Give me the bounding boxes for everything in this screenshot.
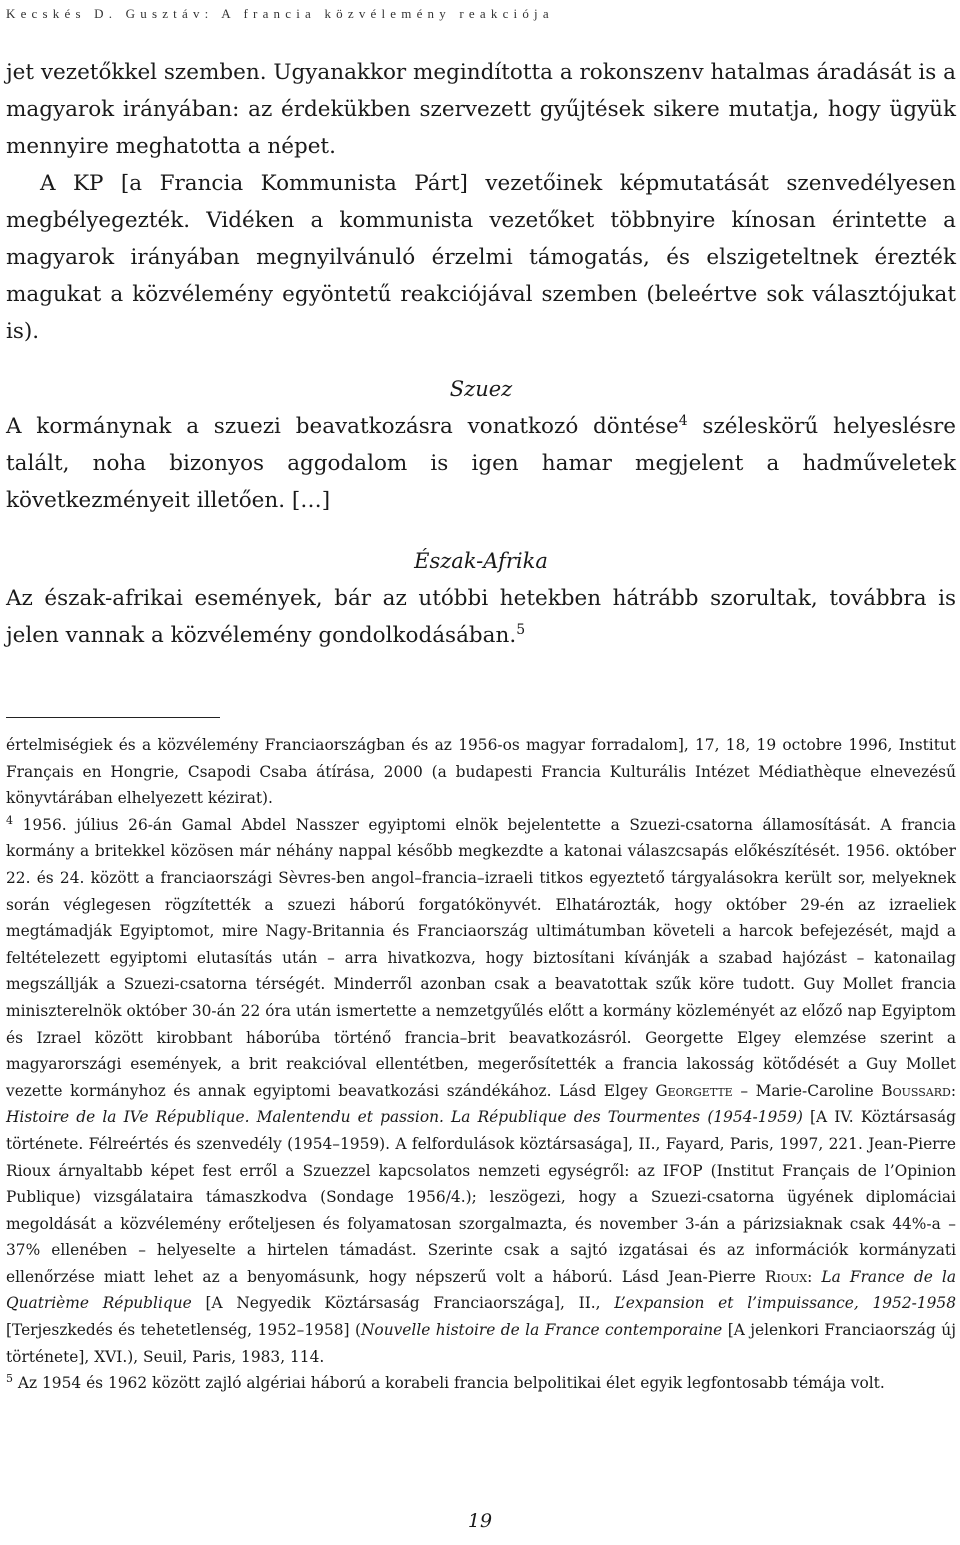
footnote-continuation: értelmiségiek és a közvélemény Franciaországban és az 1956-os magyar forradalom], 17, 18, 19 octobre 1996, Institut Français en Hongrie, Csapodi Csaba átírása, 2000 (a budapesti Francia Kulturális Intézet Médiathèque elnevezésű könyvtárában elhelyezett kézirat).	[6, 736, 956, 808]
main-text	[6, 54, 956, 654]
author-name-georgette: Georgette	[655, 1081, 733, 1100]
book-title-2: La France de la Quatrième République	[6, 1267, 957, 1313]
footnote-4-text-5: :	[807, 1267, 822, 1286]
section-heading-eszak-afrika: Észak-Afrika	[414, 549, 548, 573]
series-title: Nouvelle histoire de la France contemporaine	[360, 1321, 723, 1340]
footnote-4-text-3: :	[950, 1081, 956, 1100]
footnote-4-text-1: 1956. július 26-án Gamal Abdel Nasszer egyiptomi elnök bejelentette a Szuezi-csatorna államosítását. A francia kormány a britekkel közösen már néhány nappal később megkezdte a katonai válaszcsapás előkészítését. 1956. október 22. és 24. között a franciaországi Sèvres-ben angol–francia–izraeli titkos egyeztető tárgyalásokra került sor, melyeknek során véglegesen rögzítették a szuezi háború forgatókönyvét. Elhatározták, hogy október 29-én az izraeliek megtámadják Egyiptomot, mire Nagy-Britannia és Franciaország ultimátumban követeli a harcok befejezését, majd a feltételezett egyiptomi elutasítás után – arra hivatkozva, hogy biztosítani kívánják a szabad hajózást – katonailag megszállják a Szuezi-csatorna térségét. Minderről azonban csak a beavatottak szűk köre tudott. Guy Mollet francia miniszterelnök október 30-án 22 óra után ismertette a nemzetgyűlés előtt a kormány közleményét az előző nap Egyiptom és Izrael között kirobbant háborúba történő francia–brit beavatkozásról. Georgette Elgey elemzése szerint a magyarországi események, a brit reakcióval ellentétben, megerősítették a francia lakosság kötődését a Guy Mollet vezette kormányhoz és annak egyiptomi beavatkozási szándékához. Lásd Elgey	[6, 815, 956, 1100]
paragraph-4-text: Az észak-afrikai események, bár az utóbbi hetekben hátrább szorultak, továbbra is jelen vannak a közvélemény gondolkodásában.	[6, 586, 956, 648]
paragraph-4	[6, 580, 956, 654]
footnote-ref-5: 5	[516, 622, 526, 638]
author-name-boussard: Boussard	[881, 1081, 951, 1100]
running-head: Kecskés D. Gusztáv: A francia közvélemény reakciója	[6, 6, 554, 21]
author-name-rioux: Rioux	[765, 1267, 808, 1286]
section-heading-szuez: Szuez	[449, 377, 513, 401]
footnote-4-mark: 4	[6, 813, 13, 827]
book-title-3: L’expansion et l’impuissance, 1952-1958	[614, 1294, 956, 1313]
footnote-4-text-7: [Terjeszkedés és tehetetlenség, 1952–1958] (	[6, 1321, 361, 1340]
paragraph-3-text-a: A kormánynak a szuezi beavatkozásra vonatkozó döntése	[6, 414, 679, 439]
footnote-rule	[6, 717, 220, 718]
paragraph-1: jet vezetőkkel szemben. Ugyanakkor megindította a rokonszenv hatalmas áradását is a magyarok irányában: az érdekükben szervezett gyűjtések sikere mutatja, hogy ügyük mennyire meghatotta a népet.	[6, 60, 956, 159]
paragraph-3-text-b: széleskörű helyeslésre talált, noha bizonyos aggodalom is igen hamar megjelent a hadműveletek következményeit illetően. […]	[6, 414, 956, 513]
paragraph-3	[6, 408, 956, 519]
book-title-1: Histoire de la IVe République. Malentendu et passion. La République des Tourmentes (1954-1959)	[6, 1108, 803, 1127]
footnote-ref-4: 4	[678, 413, 688, 429]
footnote-5-mark: 5	[6, 1372, 13, 1386]
footnote-4-text-6: [A Negyedik Köztársaság Franciaországa], II.,	[191, 1294, 615, 1313]
footnote-4-text-4: [A IV. Köztársaság története. Félreértés és szenvedély (1954–1959). A felfordulások köztársasága], II., Fayard, Paris, 1997, 221. Jean-Pierre Rioux árnyaltabb képet fest erről a Szuezzel kapcsolatos nemzeti egységről: az IFOP (Institut Français de l’Opinion Publique) vizsgálataira támaszkodva (Sondage 1956/4.); leszögezi, hogy a Szuezi-csatorna ügyének diplomáciai megoldását a közvélemény erőteljesen és folyamatosan szorgalmazta, és november 3-án a párizsiaknak csak 44%-a – 37% ellenében – helyeselte a hirtelen támadást. Szerinte csak a sajtó izgatásai és az információk kormányzati ellenőrzése miatt lehet az a benyomásunk, hogy népszerű volt a háború. Lásd Jean-Pierre	[6, 1108, 956, 1286]
footnote-4-text-2: – Marie-Caroline	[732, 1081, 882, 1100]
page-number: 19	[467, 1510, 493, 1532]
footnote-4-text-8: [A jelenkori Franciaország új története], XVI.), Seuil, Paris, 1983, 114.	[6, 1321, 956, 1366]
footnote-4	[6, 812, 956, 1370]
footnote-5	[6, 1370, 956, 1397]
footnote-5-text: Az 1954 és 1962 között zajló algériai háború a korabeli francia belpolitikai élet egyik legfontosabb témája volt.	[13, 1374, 885, 1393]
paragraph-2: A KP [a Francia Kommunista Párt] vezetőinek képmutatását szenvedélyesen megbélyegezték. Vidéken a kommunista vezetőket többnyire kínosan érintette a magyarok irányában megnyilvánuló érzelmi támogatás, és elszigeteltnek érezték magukat a közvélemény egyöntetű reakciójával szemben (beleértve sok választójukat is).	[6, 171, 956, 344]
footnotes	[6, 732, 956, 1397]
